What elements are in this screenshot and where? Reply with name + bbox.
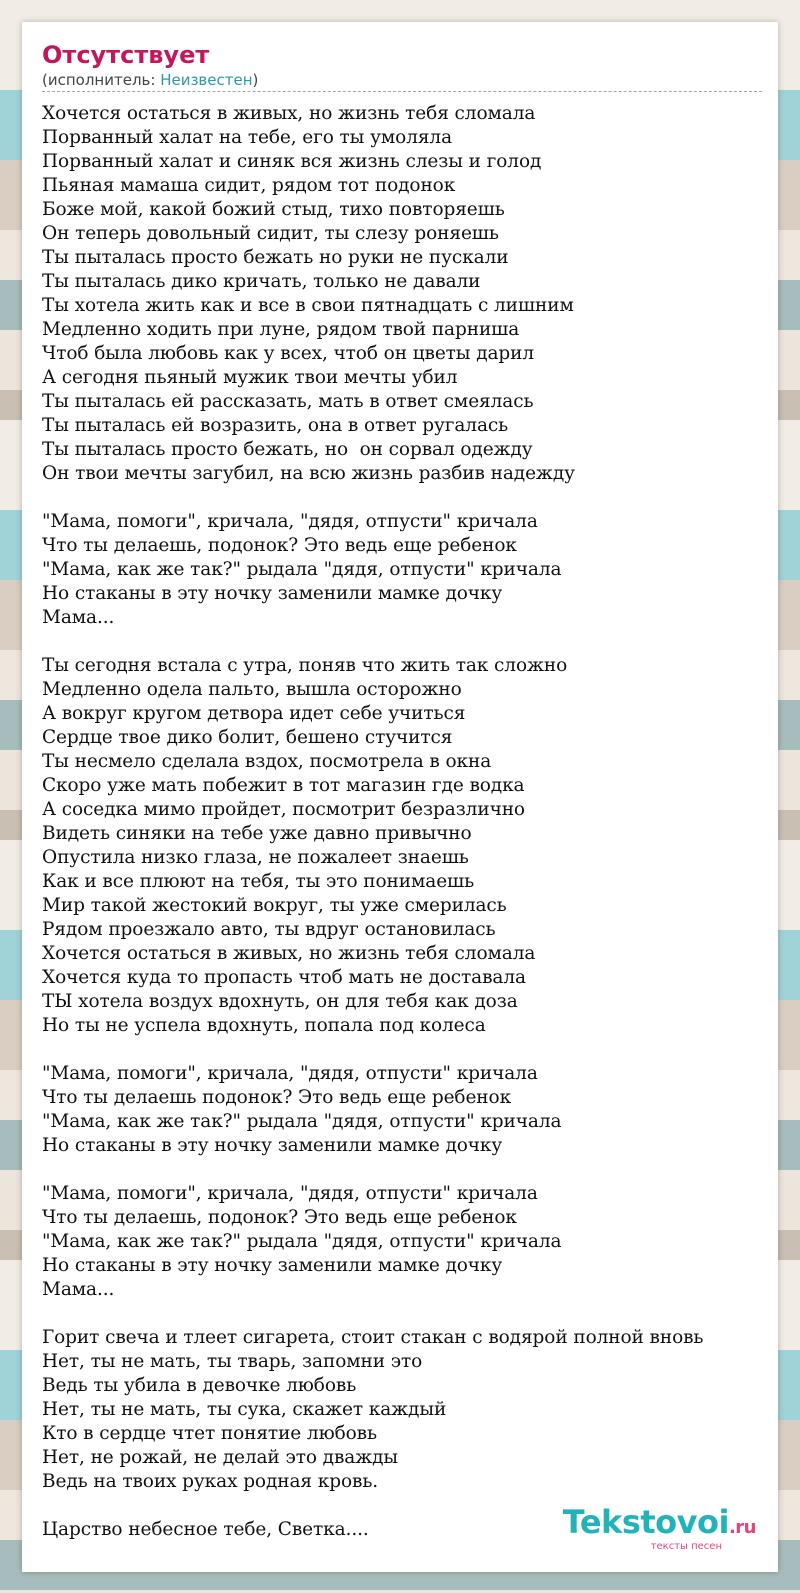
artist-suffix: ): [252, 71, 259, 89]
logo-domain: .ru: [728, 1517, 756, 1538]
artist-link[interactable]: Неизвестен: [160, 71, 253, 89]
artist-line: [42, 70, 762, 92]
logo-tagline: тексты песен: [650, 1541, 722, 1552]
site-logo[interactable]: [563, 1505, 756, 1552]
lyrics-text: Хочется остаться в живых, но жизнь тебя сломала Порванный халат на тебе, его ты умоляла Порванный халат и синяк вся жизнь слезы и голод Пьяная мамаша сидит, рядом тот подонок Боже мой, какой божий стыд, тихо повторяешь Он теперь довольный сидит, ты слезу роняешь Ты пыталась просто бежать но руки не пускали Ты пыталась дико кричать, только не давали Ты хотела жить как и все в свои пятнадцать с лишним Медленно ходить при луне, рядом твой парниша Чтоб была любовь как у всех, чтоб он цветы дарил А сегодня пьяный мужик твои мечты убил Ты пыталась ей рассказать, мать в ответ смеялась Ты пыталась ей возразить, она в ответ ругалась Ты пыталась просто бежать, но он сорвал одежду Он твои мечты загубил, на всю жизнь разбив надежду "Мама, помоги", кричала, "дядя, отпусти" кричала Что ты делаешь, подонок? Это ведь еще ребенок "Мама, как же так?" рыдала "дядя, отпусти" кричала Но стаканы в эту ночку заменили мамке дочку Мама... Ты сегодня встала с утра, поняв что жить так сложно Медленно одела пальто, вышла осторожно А вокруг кругом детвора идет себе учиться Сердце твое дико болит, бешено стучится Ты несмело сделала вздох, посмотрела в окна Скоро уже мать побежит в тот магазин где водка А соседка мимо пройдет, посмотрит безразлично Видеть синяки на тебе уже давно привычно Опустила низко глаза, не пожалеет знаешь Как и все плюют на тебя, ты это понимаешь Мир такой жестокий вокруг, ты уже смерилась Рядом проезжало авто, ты вдруг остановилась Хочется остаться в живых, но жизнь тебя сломала Хочется куда то пропасть чтоб мать не доставала ТЫ хотела воздух вдохнуть, он для тебя как доза Но ты не успела вдохнуть, попала под колеса "Мама, помоги", кричала, "дядя, отпусти" кричала Что ты делаешь подонок? Это ведь еще ребенок "Мама, как же так?" рыдала "дядя, отпусти" кричала Но стаканы в эту ночку заменили мамке дочку "Мама, помоги", кричала, "дядя, отпусти" кричала Что ты делаешь, подонок? Это ведь еще ребенок "Мама, как же так?" рыдала "дядя, отпусти" кричала Но стаканы в эту ночку заменили мамке дочку Мама... Горит свеча и тлеет сигарета, стоит стакан с водярой полной вновь Нет, ты не мать, ты тварь, запомни это Ведь ты убила в девочке любовь Нет, ты не мать, ты сука, скажет каждый Кто в сердце чтет понятие любовь Нет, не рожай, не делай это дважды Ведь на твоих руках родная кровь. Царство небесное тебе, Светка....: [42, 103, 704, 1540]
logo-name: Tekstovoi: [562, 1503, 729, 1541]
lyrics-card: [22, 22, 778, 1572]
song-title: Отсутствует: [42, 41, 210, 69]
logo-wordmark: [563, 1505, 756, 1545]
artist-prefix: (исполнитель:: [42, 71, 161, 89]
